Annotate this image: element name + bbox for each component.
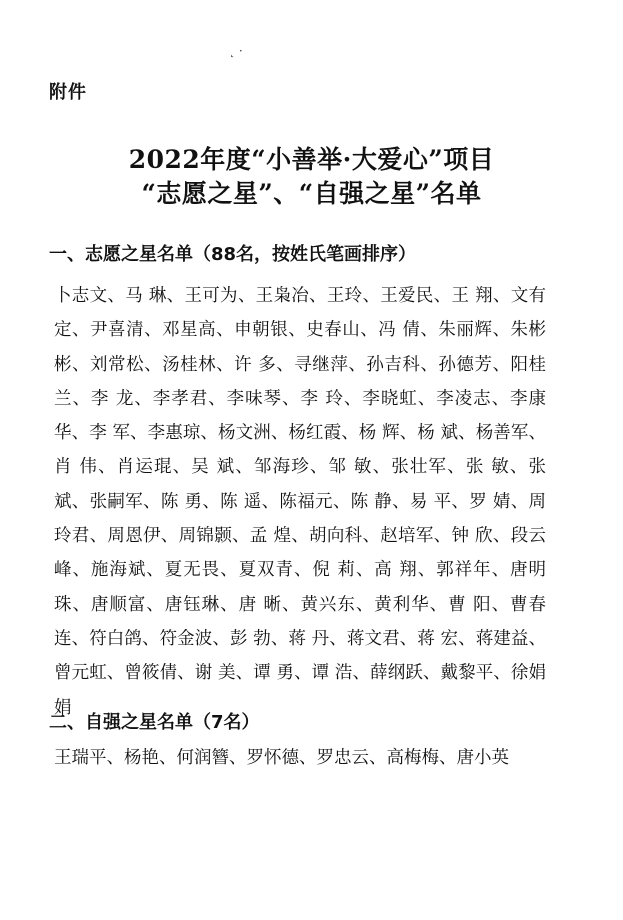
document-title-line-1: 2022年度“小善举·大爱心”项目 — [128, 145, 495, 174]
self-improvement-stars-name-list: 王瑞平、杨艳、何润簪、罗怀德、罗忠云、高梅梅、唐小英 — [54, 748, 509, 768]
document-title-line-2: “志愿之星”、“自强之星”名单 — [141, 179, 482, 208]
section-heading-self-improvement-stars: 二、自强之星名单（7名） — [49, 712, 260, 733]
scan-speck-mark: ˛ · — [229, 44, 243, 58]
volunteer-stars-name-list: 卜志文、马 琳、王可为、王枭冶、王玲、王爱民、王 翔、文有定、尹喜清、邓星高、申朝银、史春山、冯 倩、朱丽辉、朱彬彬、刘常松、汤桂林、许 多、寻继萍、孙吉科、孙德芳、阳桂兰、李 龙、李孝君、李味琴、李 玲、李晓虹、李凌志、李康华、李 军、李惠琼、杨文洲、杨红霞、杨 辉、杨 斌、杨善军、肖 伟、肖运琨、吴 斌、邹海珍、邹 敏、张壮军、张 敏、张 斌、张嗣军、陈 勇、陈 遥、陈福元、陈 静、易 平、罗 婧、周玲君、周恩伊、周锦颢、孟 煌、胡向科、赵培军、钟 欣、段云峰、施海斌、夏无畏、夏双青、倪 莉、高 翔、郭祥年、唐明珠、唐顺富、唐钰琳、唐 晰、黄兴东、黄利华、曹 阳、曹春连、符白鸽、符金波、彭 勃、蒋 丹、蒋文君、蒋 宏、蒋建益、曾元虹、曾筱倩、谢 美、谭 勇、谭 浩、薛纲跃、戴黎平、徐娟娟 — [54, 286, 552, 718]
attachment-label: 附件 — [49, 82, 87, 103]
section-heading-volunteer-stars: 一、志愿之星名单（88名，按姓氏笔画排序） — [49, 244, 417, 265]
